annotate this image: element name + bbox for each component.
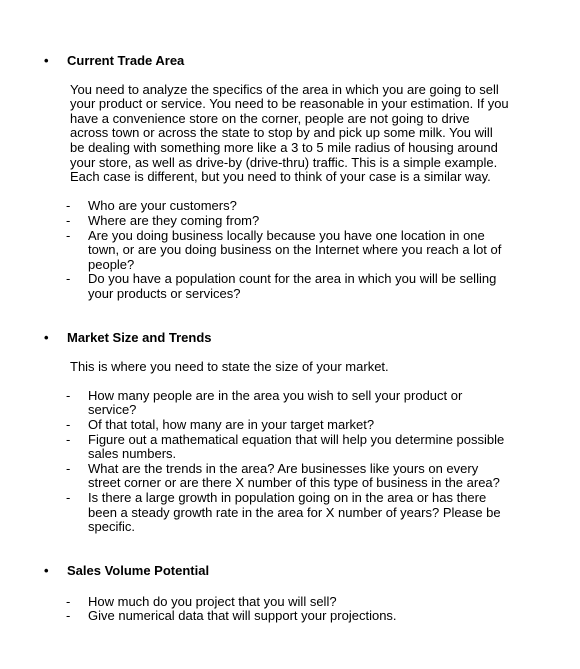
question-list [0,595,580,624]
dash-icon: - [66,271,71,287]
dash-icon: - [66,431,71,447]
list-item: - Where are they coming from? [66,212,260,228]
dash-icon: - [66,227,71,243]
bullet-icon: • [44,53,49,68]
section-heading [0,564,580,579]
question-list [0,199,580,301]
dash-icon: - [66,608,71,624]
dash-icon: - [66,212,71,228]
list-item: - Is there a large growth in population going on in the area or has there been a steady growth rate in the area for X number of years? Please be specific. [66,489,501,535]
bullet-icon: • [44,563,49,578]
dash-icon: - [66,460,71,476]
list-item: - Who are your customers? [66,198,237,214]
section-market-size [0,331,580,535]
bullet-icon: • [44,330,49,345]
dash-icon: - [66,387,71,403]
list-item: - What are the trends in the area? Are businesses like yours on every street corner or are there X number of this type of business in the area? [66,460,500,491]
section-paragraph: You need to analyze the specifics of the area in which you are going to sell your product or service. You need to be reasonable in your estimation. If you have a convenience store on the corner, people are not going to drive across town or across the state to stop by and pick up some milk. You will be dealing with something more like a 3 to 5 mile radius of housing around your store, as well as drive-by (drive-thru) traffic. This is a simple example. Each case is different, but you need to think of your case is a similar way. [70,81,509,185]
list-item: - Are you doing business locally because you have one location in one town, or are you doing business on the Internet where you reach a lot of people? [66,227,502,272]
dash-icon: - [66,489,71,505]
section-title: Current Trade Area [67,53,185,68]
question-list [0,389,580,535]
section-heading [0,54,580,69]
list-item: - Give numerical data that will support your projections. [66,608,397,624]
list-item: - Do you have a population count for the area in which you will be selling your products or services? [66,271,497,301]
dash-icon: - [66,198,71,214]
section-title: Sales Volume Potential [67,563,210,578]
list-item: - How many people are in the area you wish to sell your product or service? [66,387,463,418]
section-paragraph: This is where you need to state the size of your market. [70,358,389,374]
dash-icon: - [66,593,71,609]
section-title: Market Size and Trends [67,330,212,345]
section-heading [0,331,580,346]
list-item: - Figure out a mathematical equation that will help you determine possible sales numbers. [66,431,505,462]
list-item: - How much do you project that you will sell? [66,593,337,609]
dash-icon: - [66,416,71,432]
list-item: - Of that total, how many are in your target market? [66,416,375,432]
section-current-trade-area [0,54,580,302]
section-sales-volume [0,564,580,624]
